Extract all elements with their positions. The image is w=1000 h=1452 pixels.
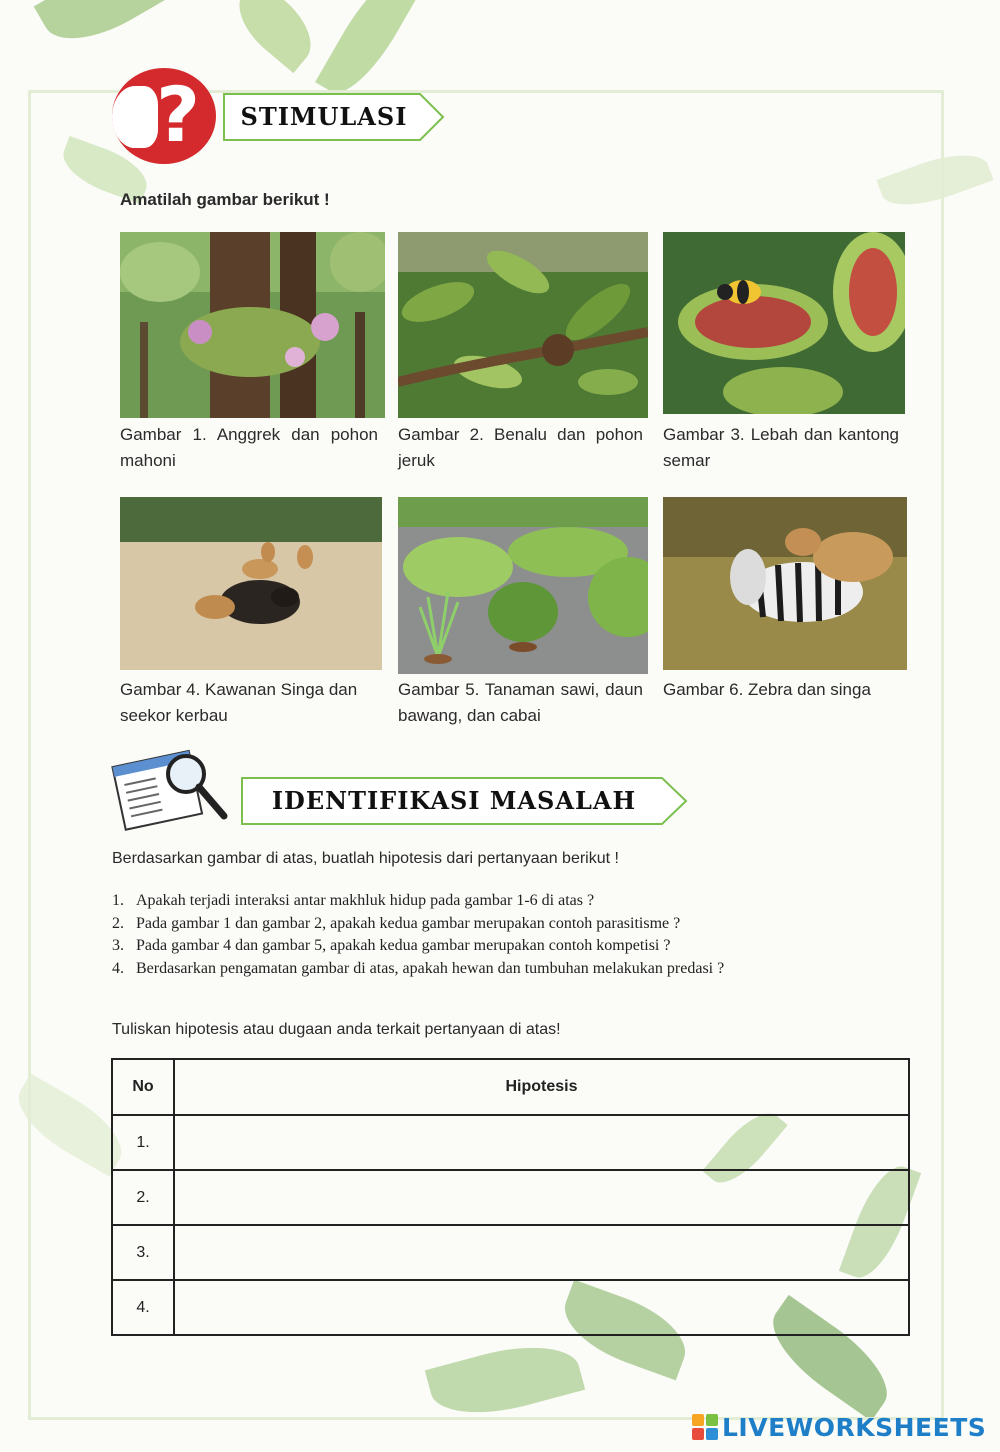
stimulasi-title: STIMULASI <box>240 102 408 131</box>
identifikasi-prompt: Berdasarkan gambar di atas, buatlah hipotesis dari pertanyaan berikut ! <box>112 850 619 867</box>
question-list <box>112 890 724 980</box>
photo-zebra-singa <box>663 497 907 670</box>
hypothesis-answer-cell[interactable] <box>174 1115 909 1170</box>
caption-gambar-3: Gambar 3. Lebah dan kantong semar <box>663 425 899 470</box>
photo-sawi-bawang-cabai <box>398 497 648 674</box>
col-hipotesis-header: Hipotesis <box>174 1059 909 1115</box>
row-number: 3. <box>112 1225 174 1280</box>
logo-square <box>706 1414 718 1426</box>
question-head-icon: ? <box>112 68 216 164</box>
question-item: 2. Pada gambar 1 dan gambar 2, apakah kedua gambar merupakan contoh parasitisme ? <box>112 914 681 932</box>
question-item: 1. Apakah terjadi interaksi antar makhluk hidup pada gambar 1-6 di atas ? <box>112 892 595 909</box>
photo-lebah-kantong-semar <box>663 232 905 414</box>
liveworksheets-brand: LIVEWORKSHEETS <box>722 1412 987 1442</box>
logo-square <box>692 1428 704 1440</box>
caption-gambar-5: Gambar 5. Tanaman sawi, daun bawang, dan cabai <box>398 680 643 725</box>
photo-anggrek-mahoni <box>120 232 385 418</box>
leaf-decoration <box>224 0 325 73</box>
col-no-header: No <box>112 1059 174 1115</box>
document-magnifier-icon <box>108 744 233 832</box>
identifikasi-title: IDENTIFIKASI MASALAH <box>271 786 637 815</box>
table-row <box>112 1280 909 1335</box>
stimulasi-banner <box>222 92 446 142</box>
table-header-row <box>112 1059 909 1115</box>
hypothesis-answer-cell[interactable] <box>174 1225 909 1280</box>
leaf-decoration <box>34 0 177 58</box>
hypothesis-answer-cell[interactable] <box>174 1170 909 1225</box>
caption-gambar-2: Gambar 2. Benalu dan pohon jeruk <box>398 425 643 470</box>
caption-gambar-1: Gambar 1. Anggrek dan pohon mahoni <box>120 425 378 470</box>
hypothesis-table <box>111 1058 910 1336</box>
row-number: 4. <box>112 1280 174 1335</box>
table-row <box>112 1170 909 1225</box>
table-row <box>112 1115 909 1170</box>
caption-gambar-4: Gambar 4. Kawanan Singa dan seekor kerbau <box>120 680 358 725</box>
hypothesis-answer-cell[interactable] <box>174 1280 909 1335</box>
logo-square <box>692 1414 704 1426</box>
question-item: 3. Pada gambar 4 dan gambar 5, apakah kedua gambar merupakan contoh kompetisi ? <box>112 937 671 954</box>
question-item: 4. Berdasarkan pengamatan gambar di atas, apakah hewan dan tumbuhan melakukan predasi ? <box>112 959 725 977</box>
row-number: 2. <box>112 1170 174 1225</box>
row-number: 1. <box>112 1115 174 1170</box>
stimulasi-intro: Amatilah gambar berikut ! <box>120 190 330 209</box>
identifikasi-banner <box>240 776 688 826</box>
liveworksheets-logo[interactable] <box>692 1410 986 1444</box>
answer-prompt: Tuliskan hipotesis atau dugaan anda terkait pertanyaan di atas! <box>112 1021 561 1038</box>
table-row <box>112 1225 909 1280</box>
photo-benalu-jeruk <box>398 232 648 418</box>
logo-square <box>706 1428 718 1440</box>
liveworksheets-logo-icon <box>692 1414 718 1440</box>
caption-gambar-6: Gambar 6. Zebra dan singa <box>663 680 871 699</box>
photo-singa-kerbau <box>120 497 382 670</box>
